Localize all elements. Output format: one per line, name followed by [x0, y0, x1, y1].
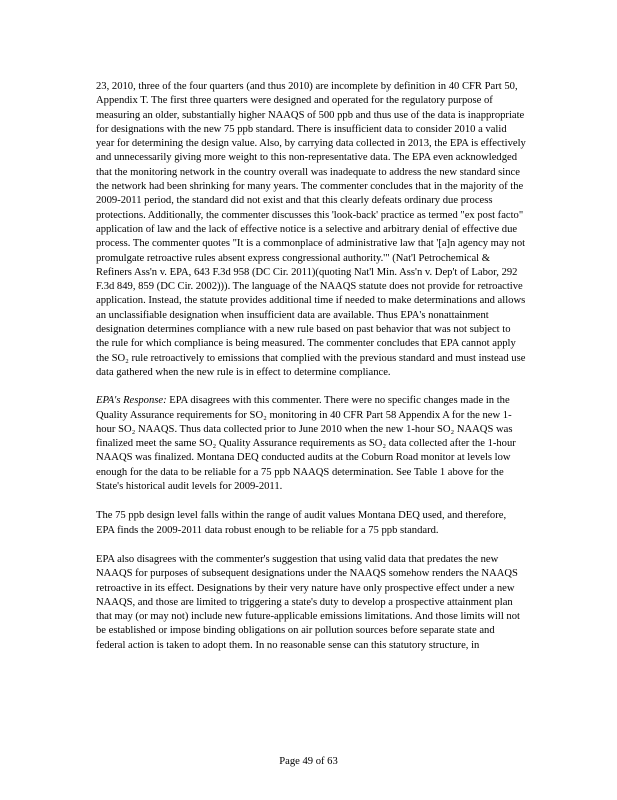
response-label: EPA's Response:	[96, 395, 167, 407]
paragraph-commenter-argument: 23, 2010, three of the four quarters (and thus 2010) are incomplete by definition in 40 CFR Part 50, Appendix T. The first three quarters were designed and operated for the regulatory purpose of measuring an older, substantially higher NAAQS of 500 ppb and thus use of the data is inappropriate for designations with the new 75 ppb standard. There is insufficient data to consider 2010 a valid year for determining the design value. Also, by carrying data collected in 2013, the EPA is effectively and unnecessarily giving more weight to this non-representative data. The EPA even acknowledged that the monitoring network in the country overall was inadequate to address the new standard since the network had been shrinking for many years. The commenter concludes that in the majority of the 2009-2011 period, the standard did not exist and that this clearly defeats ordinary due process protections. Additionally, the commenter discusses this 'look-back' practice as termed "ex post facto" application of law and the lack of effective notice is a selective and arbitrary denial of effective due process. The commenter quotes "It is a commonplace of administrative law that '[a]n agency may not promulgate retroactive rules absent express congressional authority.'" (Nat'l Petrochemical & Refiners Ass'n v. EPA, 643 F.3d 958 (DC Cir. 2011)(quoting Nat'l Min. Ass'n v. Dep't of Labor, 292 F.3d 849, 859 (DC Cir. 2002))). The language of the NAAQS statute does not provide for retroactive application. Instead, the statute provides additional time if needed to make determinations and allows an unclassifiable designation when insufficient data are available. Thus EPA's nonattainment designation determines compliance with a new rule based on past behavior that was not subject to the rule for which compliance is being measured. The commenter concludes that EPA cannot apply the SO₂ rule retroactively to emissions that complied with the previous standard and must instead use data gathered when the new rule is in effect to determine compliance.	[96, 81, 526, 378]
paragraph-epa-response	[96, 394, 526, 494]
paragraph-design-level: The 75 ppb design level falls within the range of audit values Montana DEQ used, and therefore, EPA finds the 2009-2011 data robust enough to be reliable for a 75 ppb standard.	[96, 510, 507, 536]
page-number-footer: Page 49 of 63	[279, 756, 338, 767]
response-text: EPA disagrees with this commenter. There were no specific changes made in the Quality Assurance requirements for SO₂ monitoring in 40 CFR Part 58 Appendix A for the new 1-hour SO₂ NAAQS. Thus data collected prior to June 2010 when the new 1-hour SO₂ NAAQS was finalized meet the same SO₂ Quality Assurance requirements as SO₂ data collected after the 1-hour NAAQS was finalized. Montana DEQ conducted audits at the Coburn Road monitor at levels low enough for the data to be reliable for a 75 ppb NAAQS determination. See Table 1 above for the State's historical audit levels for 2009-2011.	[96, 395, 516, 493]
paragraph-retroactivity: EPA also disagrees with the commenter's suggestion that using valid data that predates the new NAAQS for purposes of subsequent designations under the NAAQS somehow renders the NAAQS retroactive in its effect. Designations by their very nature have only prospective effect under a new NAAQS, and those are limited to triggering a state's duty to develop a prospective attainment plan that may (or may not) include new future-applicable emissions limitations. And those limits will not be established or impose binding obligations on air pollution sources before separate state and federal action is taken to adopt them. In no reasonable sense can this statutory structure, in	[96, 553, 520, 651]
document-body	[96, 80, 526, 668]
